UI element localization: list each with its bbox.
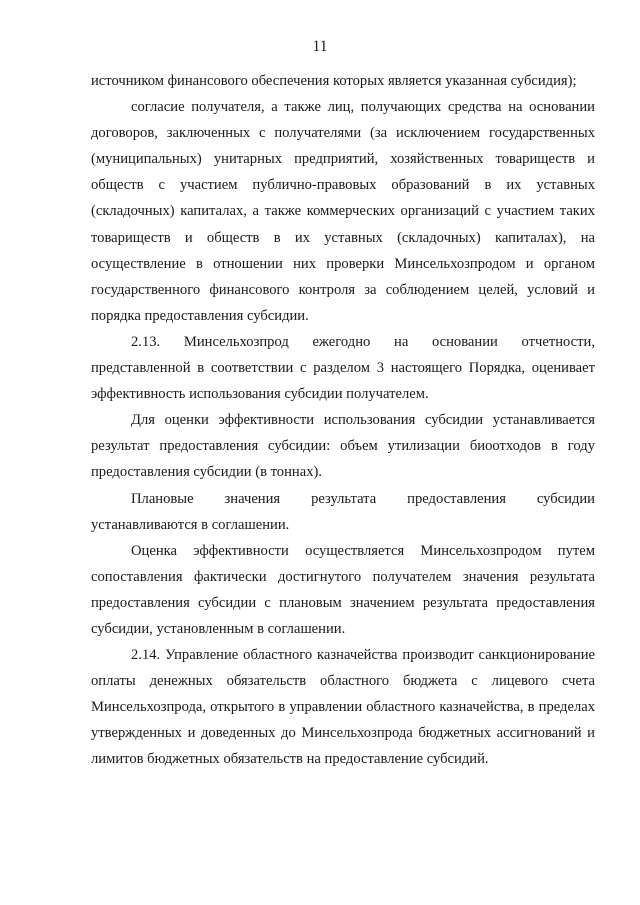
paragraph-result-definition: Для оценки эффективности использования субсидии устанавливается результат предоставления субсидии: объем утилизации биоотходов в году предоставления субсидии (в тоннах). — [91, 412, 595, 481]
paragraph-funding-source: источником финансового обеспечения которых является указанная субсидия); — [91, 73, 577, 89]
paragraph-2-13-efficiency-assessment: 2.13. Минсельхозпрод ежегодно на основании отчетности, представленной в соответствии с разделом 3 настоящего Порядка, оценивает эффективность использования субсидии получателем. — [91, 333, 595, 403]
document-body — [91, 68, 595, 773]
paragraph-recipient-consent: согласие получателя, а также лиц, получающих средства на основании договоров, заключенных с получателями (за исключением государственных (муниципальных) унитарных предприятий, хозяйственных товариществ и обществ с участием публично-правовых образований в их уставных (складочных) капиталах, а также коммерческих организаций с участием таких товариществ и обществ в их уставных (складочных) капиталах), на осуществление в отношении них проверки Минсельхозпродом и органом государственного финансового контроля за соблюдением целей, условий и порядка предоставления субсидии. — [91, 99, 595, 324]
page-number: 11 — [312, 38, 328, 55]
paragraph-efficiency-method: Оценка эффективности осуществляется Минсельхозпродом путем сопоставления фактически достигнутого получателем значения результата предоставления субсидии с плановым значением результата предоставления субсидии, установленным в соглашении. — [91, 542, 595, 637]
paragraph-2-14-treasury-authorization: 2.14. Управление областного казначейства производит санкционирование оплаты денежных обязательств областного бюджета с лицевого счета Минсельхозпрода, открытого в управлении областного казначейства, в пределах утвержденных и доведенных до Минсельхозпрода бюджетных ассигнований и лимитов бюджетных обязательств на предоставление субсидий. — [91, 647, 595, 768]
paragraph-planned-values: Плановые значения результата предоставления субсидии устанавливаются в соглашении. — [91, 490, 595, 533]
